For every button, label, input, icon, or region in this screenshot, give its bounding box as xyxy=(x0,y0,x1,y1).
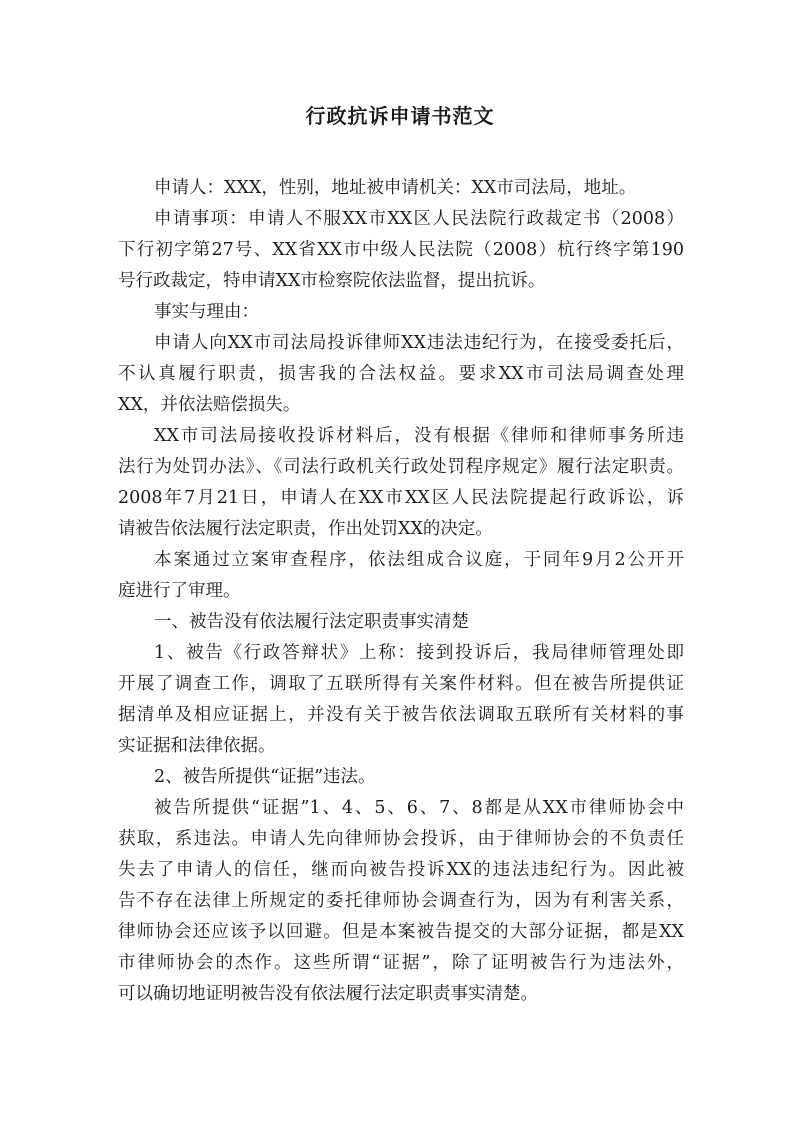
text-line: 市律师协会的杰作。这些所谓“证据”，除了证明被告行为违法外， xyxy=(118,953,684,973)
text-line: 获取，系违法。申请人先向律师协会投诉，由于律师协会的不负责任 xyxy=(118,829,684,849)
text-line: 号行政裁定，特申请XX市检察院依法监督，提出抗诉。 xyxy=(118,271,546,291)
document-title: 行政抗诉申请书范文 xyxy=(305,104,495,128)
text-line: 2、被告所提供“证据”违法。 xyxy=(154,767,376,787)
text-line: 实证据和法律依据。 xyxy=(118,736,276,756)
text-line: 事实与理由： xyxy=(154,302,259,322)
text-line: 开展了调查工作，调取了五联所得有关案件材料。但在被告所提供证 xyxy=(118,674,684,694)
text-line: 法行为处罚办法》、《司法行政机关行政处罚程序规定》履行法定职责。 xyxy=(118,457,684,477)
text-line: 可以确切地证明被告没有依法履行法定职责事实清楚。 xyxy=(118,984,538,1004)
text-line: 本案通过立案审查程序，依法组成合议庭，于同年9月2公开开 xyxy=(154,550,684,570)
text-line: 不认真履行职责，损害我的合法权益。要求XX市司法局调查处理 xyxy=(118,364,684,384)
text-line: 告不存在法律上所规定的委托律师协会调查行为，因为有利害关系， xyxy=(118,891,684,911)
text-line: 律师协会还应该予以回避。但是本案被告提交的大部分证据，都是XX xyxy=(118,922,684,942)
text-line: 据清单及相应证据上，并没有关于被告依法调取五联所有关材料的事 xyxy=(118,705,684,725)
text-line: 庭进行了审理。 xyxy=(118,581,241,601)
text-line: 2008年7月21日，申请人在XX市XX区人民法院提起行政诉讼，诉 xyxy=(118,488,684,508)
text-line: 一、被告没有依法履行法定职责事实清楚 xyxy=(154,612,469,632)
text-line: 申请人：XXX，性别，地址被申请机关：XX市司法局，地址。 xyxy=(154,178,637,198)
text-line: 申请人向XX市司法局投诉律师XX违法违纪行为，在接受委托后， xyxy=(154,333,684,353)
text-line: 被告所提供“证据”1、4、5、6、7、8都是从XX市律师协会中 xyxy=(154,798,684,818)
text-line: 下行初字第27号、XX省XX市中级人民法院（2008）杭行终字第190 xyxy=(118,240,684,260)
text-line: 失去了申请人的信任，继而向被告投诉XX的违法违纪行为。因此被 xyxy=(118,860,684,880)
text-line: XX市司法局接收投诉材料后，没有根据《律师和律师事务所违 xyxy=(154,426,684,446)
text-line: 申请事项：申请人不服XX市XX区人民法院行政裁定书（2008） xyxy=(154,209,684,229)
text-line: 1、被告《行政答辩状》上称：接到投诉后，我局律师管理处即 xyxy=(154,643,684,663)
document-body xyxy=(118,173,684,1010)
text-line: 请被告依法履行法定职责，作出处罚XX的决定。 xyxy=(118,519,493,539)
text-line: XX，并依法赔偿损失。 xyxy=(118,395,301,415)
